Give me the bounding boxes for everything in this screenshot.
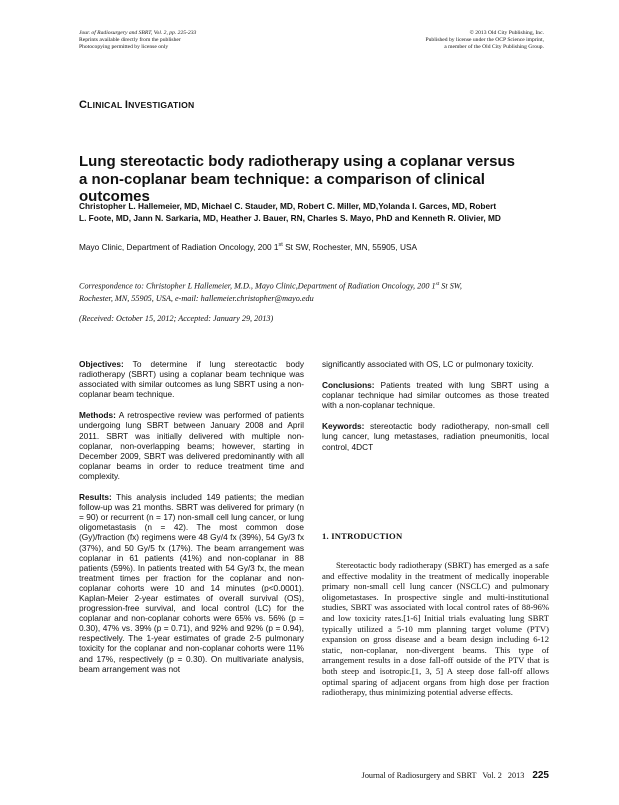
introduction-body: Stereotactic body radiotherapy (SBRT) has emerged as a safe and effective modality in the treatment of medically inoperable primary non-small cell lung cancer (NSCLC) and pulmonary oligometastases. In prospective single and multi-institutional studies, SBRT was associated with local control rates of 88-96% and low toxicity rates.[1-6] Initial trials evaluating lung SBRT typically utilized a 5-10 mm planning target volume (PTV) expansion on gross disease and a beam design including 6-12 static, non-coplanar, non-divergent beams. This type of arrangement results in a dose fall-off outside of the PTV that is both steep and isotropic.[1, 3, 5] A steep dose fall-off allows optimal sparing of adjacent organs from high dose per fraction radiotherapy, thus minimizing potential adverse effects.: [322, 560, 549, 698]
correspondence: [79, 278, 549, 305]
results-text: This analysis included 149 patients; the median follow-up was 21 months. SBRT was delivered for primary (n = 90) or recurrent (n = 17) non-small cell lung cancer, or lung oligometastasis (n = 42). The most common dose (Gy)/fraction (fx) regimens were 48 Gy/4 fx (39%), 54 Gy/3 fx (37%), and 50 Gy/5 fx (17%). The beam arrangement was coplanar in 61 patients (41%) and non-coplanar in 88 patients (59%). In patients treated with 54 Gy/3 fx, the mean treatment times per fraction for the coplanar and non-coplanar cohorts were 10 and 14 minutes (p<0.0001). Kaplan-Meier 2-year estimates of overall survival (OS), progression-free survival, and local control (LC) for the coplanar and non-coplanar cohorts were 65% vs. 56% (p = 0.30), 47% vs. 39% (p = 0.71), and 92% and 92% (p = 0.94), respectively. The 1-year estimates of grade 2-5 pulmonary toxicity for the coplanar and non-coplanar cohorts were 11% and 17%, respectively (p = 0.30). On multivariate analysis, beam arrangement was not: [79, 492, 304, 674]
page-number: 225: [532, 770, 549, 781]
correspondence-sup: st: [435, 281, 440, 287]
correspondence-text-end: St SW,: [439, 281, 462, 291]
keywords-label: Keywords:: [322, 421, 365, 432]
objectives-text: To determine if lung stereotactic body radiotherapy (SBRT) using a coplanar beam technique was associated with similar outcomes as lung SBRT using a non-coplanar beam technique.: [79, 359, 304, 400]
objectives-label: Objectives:: [79, 359, 124, 369]
authors-line-1: Christopher L. Hallemeier, MD, Michael C. Stauder, MD, Robert C. Miller, MD,Yolanda I. Garces, MD, Robert: [79, 201, 497, 211]
affiliation: [79, 240, 549, 253]
conclusions-label: Conclusions:: [322, 380, 375, 391]
license-line: Published by license under the OCP Science imprint,: [425, 36, 544, 43]
affiliation-text: Mayo Clinic, Department of Radiation Oncology, 200 1: [79, 241, 279, 252]
methods-paragraph: [79, 410, 304, 481]
affiliation-text-end: St SW, Rochester, MN, 55905, USA: [282, 241, 418, 252]
copyright-line: © 2013 Old City Publishing, Inc.: [469, 30, 544, 36]
journal-citation-header: [79, 30, 319, 50]
conclusions-text: Patients treated with lung SBRT using a coplanar technique had similar outcomes as those treated with a non-coplanar technique.: [322, 380, 549, 411]
methods-text: A retrospective review was performed of patients undergoing lung SBRT between January 2008 and April 2011. SBRT was initially delivered with multiple non-coplanar, non-overlapping beams; however, starting in December 2009, SBRT was delivered predominantly with all coplanar beams in order to reduce treatment time and complexity.: [79, 410, 304, 481]
methods-label: Methods:: [79, 410, 116, 421]
received-dates: (Received: October 15, 2012; Accepted: January 29, 2013): [79, 314, 274, 323]
section-rest: LINICAL: [87, 100, 125, 110]
section-initial-2: I: [124, 99, 129, 111]
results-label: Results:: [79, 492, 112, 503]
publisher-group-line: a member of the Old City Publishing Group.: [444, 43, 544, 50]
title-line-1: Lung stereotactic body radiotherapy using a coplanar versus: [79, 153, 515, 170]
authors-line-2: L. Foote, MD, Jann N. Sarkaria, MD, Heather J. Bauer, RN, Charles S. Mayo, PhD and Kenneth R. Olivier, MD: [79, 212, 501, 223]
keywords-paragraph: [322, 421, 549, 451]
photocopy-line: Photocopying permitted by license only: [79, 43, 169, 50]
page-footer: [322, 770, 549, 781]
affiliation-sup: st: [278, 242, 283, 248]
citation-line: Jour. of Radiosurgery and SBRT, Vol. 2, pp. 225-233: [79, 30, 197, 36]
section-initial: C: [79, 99, 88, 111]
results-continued: significantly associated with OS, LC or pulmonary toxicity.: [322, 359, 534, 369]
objectives-paragraph: [79, 359, 304, 399]
results-paragraph: [79, 492, 304, 674]
reprints-line: Reprints available directly from the publisher: [79, 36, 181, 43]
footer-journal: Journal of Radiosurgery and SBRT Vol. 2 2013: [361, 771, 525, 780]
correspondence-text: Correspondence to: Christopher L Hallemeier, M.D., Mayo Clinic,Department of Radiation Oncology, 200 1: [79, 281, 436, 291]
author-list: [79, 201, 549, 224]
conclusions-paragraph: [322, 380, 549, 410]
keywords-text: stereotactic body radiotherapy, non-small cell lung cancer, lung metastases, radiation pneumonitis, local control, 4DCT: [322, 421, 549, 452]
introduction-heading: 1. INTRODUCTION: [322, 531, 403, 541]
article-title: [79, 153, 549, 206]
section-rest-2: NVESTIGATION: [128, 100, 195, 110]
correspondence-line-2: Rochester, MN, 55905, USA, e-mail: hallemeier.christopher@mayo.edu: [79, 293, 314, 303]
correspondence-line-1: [79, 278, 549, 293]
section-label: [79, 99, 194, 111]
publisher-header: [300, 30, 544, 50]
abstract-left-column: [79, 359, 304, 685]
abstract-right-column: [322, 359, 549, 463]
title-line-2: a non-coplanar beam technique: a comparison of clinical outcomes: [79, 170, 485, 205]
